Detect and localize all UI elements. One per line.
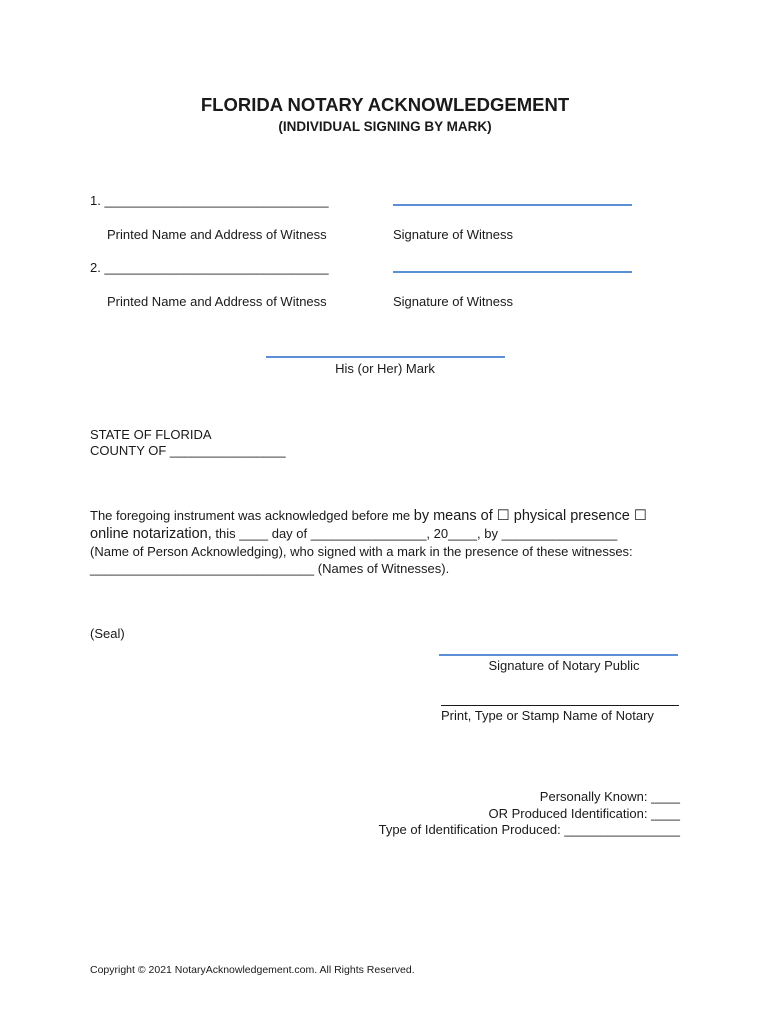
notary-name-label: Print, Type or Stamp Name of Notary — [441, 708, 654, 723]
witness-2-printed-label: Printed Name and Address of Witness — [107, 294, 327, 309]
body-line-2-text[interactable]: this ____ day of ________________, 20____, by ________________ — [211, 526, 618, 541]
notary-signature-line[interactable] — [439, 654, 678, 656]
body-line-1 — [90, 508, 647, 524]
witness-1-signature-label: Signature of Witness — [393, 227, 513, 242]
venue-county[interactable]: COUNTY OF ________________ — [90, 443, 286, 458]
body-line-1-means[interactable]: by means of ☐ physical presence ☐ — [413, 508, 647, 524]
notary-signature-label: Signature of Notary Public — [488, 658, 640, 673]
document-subtitle: (INDIVIDUAL SIGNING BY MARK) — [278, 119, 492, 134]
body-line-2 — [90, 526, 617, 542]
venue-state: STATE OF FLORIDA — [90, 427, 212, 442]
seal-label: (Seal) — [90, 626, 125, 641]
witness-2-name-line[interactable]: 2. _______________________________ — [90, 260, 329, 275]
mark-label: His (or Her) Mark — [335, 361, 435, 376]
witness-1-printed-label: Printed Name and Address of Witness — [107, 227, 327, 242]
witness-1-name-line[interactable]: 1. _______________________________ — [90, 193, 329, 208]
personally-known[interactable]: Personally Known: ____ — [539, 789, 680, 804]
notary-name-line[interactable] — [441, 705, 679, 706]
body-line-3: (Name of Person Acknowledging), who signed with a mark in the presence of these witnesses: — [90, 544, 633, 559]
witness-2-signature-line[interactable] — [393, 271, 632, 273]
copyright-footer: Copyright © 2021 NotaryAcknowledgement.com. All Rights Reserved. — [90, 964, 415, 976]
body-line-2-online: online notarization, — [90, 526, 212, 542]
mark-signature-line[interactable] — [266, 356, 505, 358]
body-line-4[interactable]: _______________________________ (Names of Witnesses). — [90, 561, 450, 576]
body-line-1-text: The foregoing instrument was acknowledged before me — [90, 508, 414, 523]
identification-type[interactable]: Type of Identification Produced: ________________ — [378, 822, 680, 837]
witness-1-signature-line[interactable] — [393, 204, 632, 206]
produced-identification[interactable]: OR Produced Identification: ____ — [488, 806, 680, 821]
document-title: FLORIDA NOTARY ACKNOWLEDGEMENT — [200, 94, 570, 115]
witness-2-signature-label: Signature of Witness — [393, 294, 513, 309]
